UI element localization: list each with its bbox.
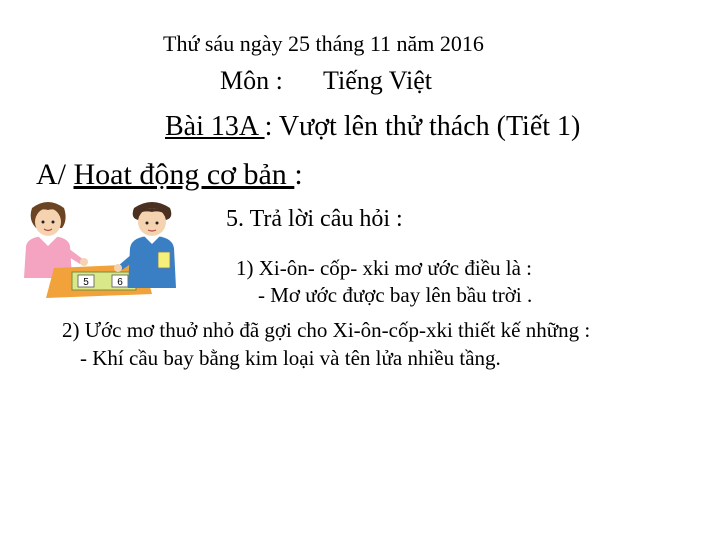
answer-1: - Mơ ước được bay lên bầu trời . — [258, 283, 533, 307]
subject-value: Tiếng Việt — [323, 66, 432, 95]
section-title: Hoat động cơ bản — [73, 158, 295, 191]
question-1: 1) Xi-ôn- cốp- xki mơ ước điều là : — [236, 256, 533, 280]
section-heading — [36, 160, 303, 190]
section-colon: : — [294, 158, 303, 191]
section-label: A/ — [36, 158, 74, 191]
lesson-date: Thứ sáu ngày 25 tháng 11 năm 2016 — [163, 31, 484, 56]
answer-2: - Khí cầu bay bằng kim loại và tên lửa nhiều tầng. — [80, 346, 501, 370]
lesson-title — [165, 113, 580, 141]
girl-figure — [24, 202, 88, 278]
lesson-name: : Vượt lên thử thách (Tiết 1) — [264, 111, 581, 142]
exercise-heading: 5. Trả lời câu hỏi : — [226, 206, 403, 232]
subject-label: Môn : — [220, 66, 283, 95]
question-2: 2) Ước mơ thuở nhỏ đã gợi cho Xi-ôn-cốp-xki thiết kế những : — [62, 318, 591, 342]
lesson-number: Bài 13A — [165, 111, 265, 142]
card-right-label: 6 — [117, 277, 123, 288]
card-left-label: 5 — [83, 277, 89, 288]
children-illustration — [14, 198, 184, 304]
